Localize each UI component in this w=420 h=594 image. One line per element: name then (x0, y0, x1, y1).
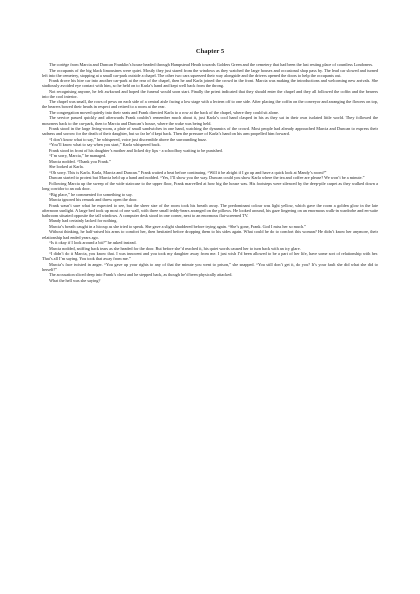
paragraph: “Oh sorry. This is Karla. Karla, Marcia and Duncan.” Frank waited a beat before continuing. “Will it be alright if I go up and have a quick look at Mandy’s room?” (49, 169, 327, 175)
paragraph: Following Marcia up the sweep of the wide staircase to the upper floor, Frank marvelled at how big the house was. His footsteps were silenced by the deep-pile carpet as they walked down a long corridor to an oak door. (42, 181, 378, 192)
paragraph: “Big place,” he commented for something to say. (49, 191, 133, 197)
chapter-body (42, 62, 378, 283)
paragraph: Marcia ignored his remark and threw open the door. (49, 197, 138, 203)
paragraph: The congregation moved quietly into their seats and Frank directed Karla to a row at the back of the chapel, where they could sit alone. (49, 109, 279, 115)
chapter-title: Chapter 5 (195, 48, 225, 55)
paragraph: Duncan started to protest but Marcia held up a hand and nodded. “Yes, I’ll show you the way. Duncan could you show Karla where the tea and coffee are please? We won’t be a minute.” (49, 175, 365, 181)
paragraph: Without thinking, he half-raised his arms to comfort her, then hesitated before dropping them to his sides again. What could he do to comfort this woman? He didn’t know her anymore, their relationship had ended years ago. (42, 229, 378, 240)
paragraph: Marcia’s breath caught in a hiccup as she tried to speak. She gave a slight shuddered before trying again. “She’s gone, Frank. God I miss her so much.” (49, 223, 307, 229)
paragraph: The chapel was small, the rows of pews on each side of a central aisle facing a low stage with a lectern off to one side. After placing the coffin on the conveyor and arranging the flowers on top, the bearers bowed their heads in respect and retired to a room at the rear. (42, 99, 378, 110)
paragraph: Frank stood in the large living-room, a plate of small sandwiches in one hand, watching the dynamics of the crowd. Most people had already approached Marcia and Duncan to express their sadness and sorrow for the death of their daughter, but so far he’d kept back. Then the pressure of Karla’s hand on his arm propelled him forward. (42, 126, 378, 137)
paragraph: She looked at Karla. (49, 164, 84, 170)
paragraph: “You’ll know what to say when you start,” Karla whispered back. (49, 142, 161, 148)
paragraph: Frank wasn’t sure what he expected to see, but the sheer size of the room took his breath away. The predominant colour was light yellow, which gave the room a golden glow in the late afternoon sunlight. A large bed took up most of one wall, with three small teddy-bears arranged on the pillows. He looked around, his gaze lingering on an enormous walk-in wardrobe and en-suite bathroom situated opposite the tall windows. A computer desk stood in one corner, next to an enormous flat-screened TV. (42, 202, 378, 218)
paragraph: Frank stood in front of his daughter’s mother and licked dry lips - a schoolboy waiting to be punished. (49, 147, 223, 153)
paragraph: The service passed quickly and afterwards Frank couldn’t remember much about it, just Karla’s cool hand clasped in his as they sat in their own isolated little world. They followed the mourners back to the car-park, then to Marcia and Duncan’s house, where the wake was being held. (42, 115, 378, 126)
paragraph: Marcia’s face twisted in anger. “You gave up your rights to any of that the minute you went to prison,” she snapped. “You still don’t get it, do you? It’s your fault she did what she did to herself!” (42, 261, 378, 272)
paragraph: “Is it okay if I look around a bit?” he asked instead. (49, 240, 137, 246)
paragraph: The cortège from Marcia and Duncan Franklin’s house headed through Hampstead Heath towards Golders Green and the cemetery that had been the last resting place of countless Londoners. (49, 62, 374, 67)
paragraph: Marcia nodded. “Thank you Frank.” (49, 158, 111, 164)
paragraph: What the hell was she saying? (49, 277, 101, 283)
paragraph: Frank drove his hire car into another car-park at the rear of the chapel, then he and Karla joined the crowd in the front. Marcia was making the introductions and welcoming new arrivals. She studiously avoided eye contact with him, so he held on to Karla’s hand and kept well back from the throng. (42, 78, 378, 89)
paragraph: The occupants of the big black limousines were quiet. Mostly they just stared from the windows as they watched the large houses and occasional shop pass by. The lead car slowed and turned left into the cemetery, stopping at a small car-park outside a chapel. The other two cars squeezed their way alongside and the drivers opened the doors to help the occupants out. (42, 67, 378, 78)
paragraph: Not recognising anyone, he felt awkward and hoped the funeral would soon start. Finally the priest indicated that they should enter the chapel and they all followed the coffin and the bearers into the cool interior. (42, 88, 378, 99)
paragraph: “I don’t know what to say,” he whispered, voice just discernible above the surrounding buzz. (49, 136, 207, 142)
paragraph: Mandy had certainly lacked for nothing. (49, 218, 118, 224)
paragraph: “I’m sorry, Marcia,” he managed. (49, 153, 107, 159)
paragraph: The accusation sliced deep into Frank’s chest and he stepped back, as though he’d been physically attacked. (49, 272, 233, 278)
paragraph: “I didn’t do it Marcia, you know that. I was innocent and you took my daughter away from me. I just wish I’d been allowed to be a part of her life, have some sort of relationship with her. That’s all I’m saying. You took that away from me.” (42, 251, 378, 262)
paragraph: Marcia nodded, sniffing back tears as she headed for the door. But before she’d reached it, his quiet words caused her to turn back with an icy glare. (49, 245, 301, 251)
